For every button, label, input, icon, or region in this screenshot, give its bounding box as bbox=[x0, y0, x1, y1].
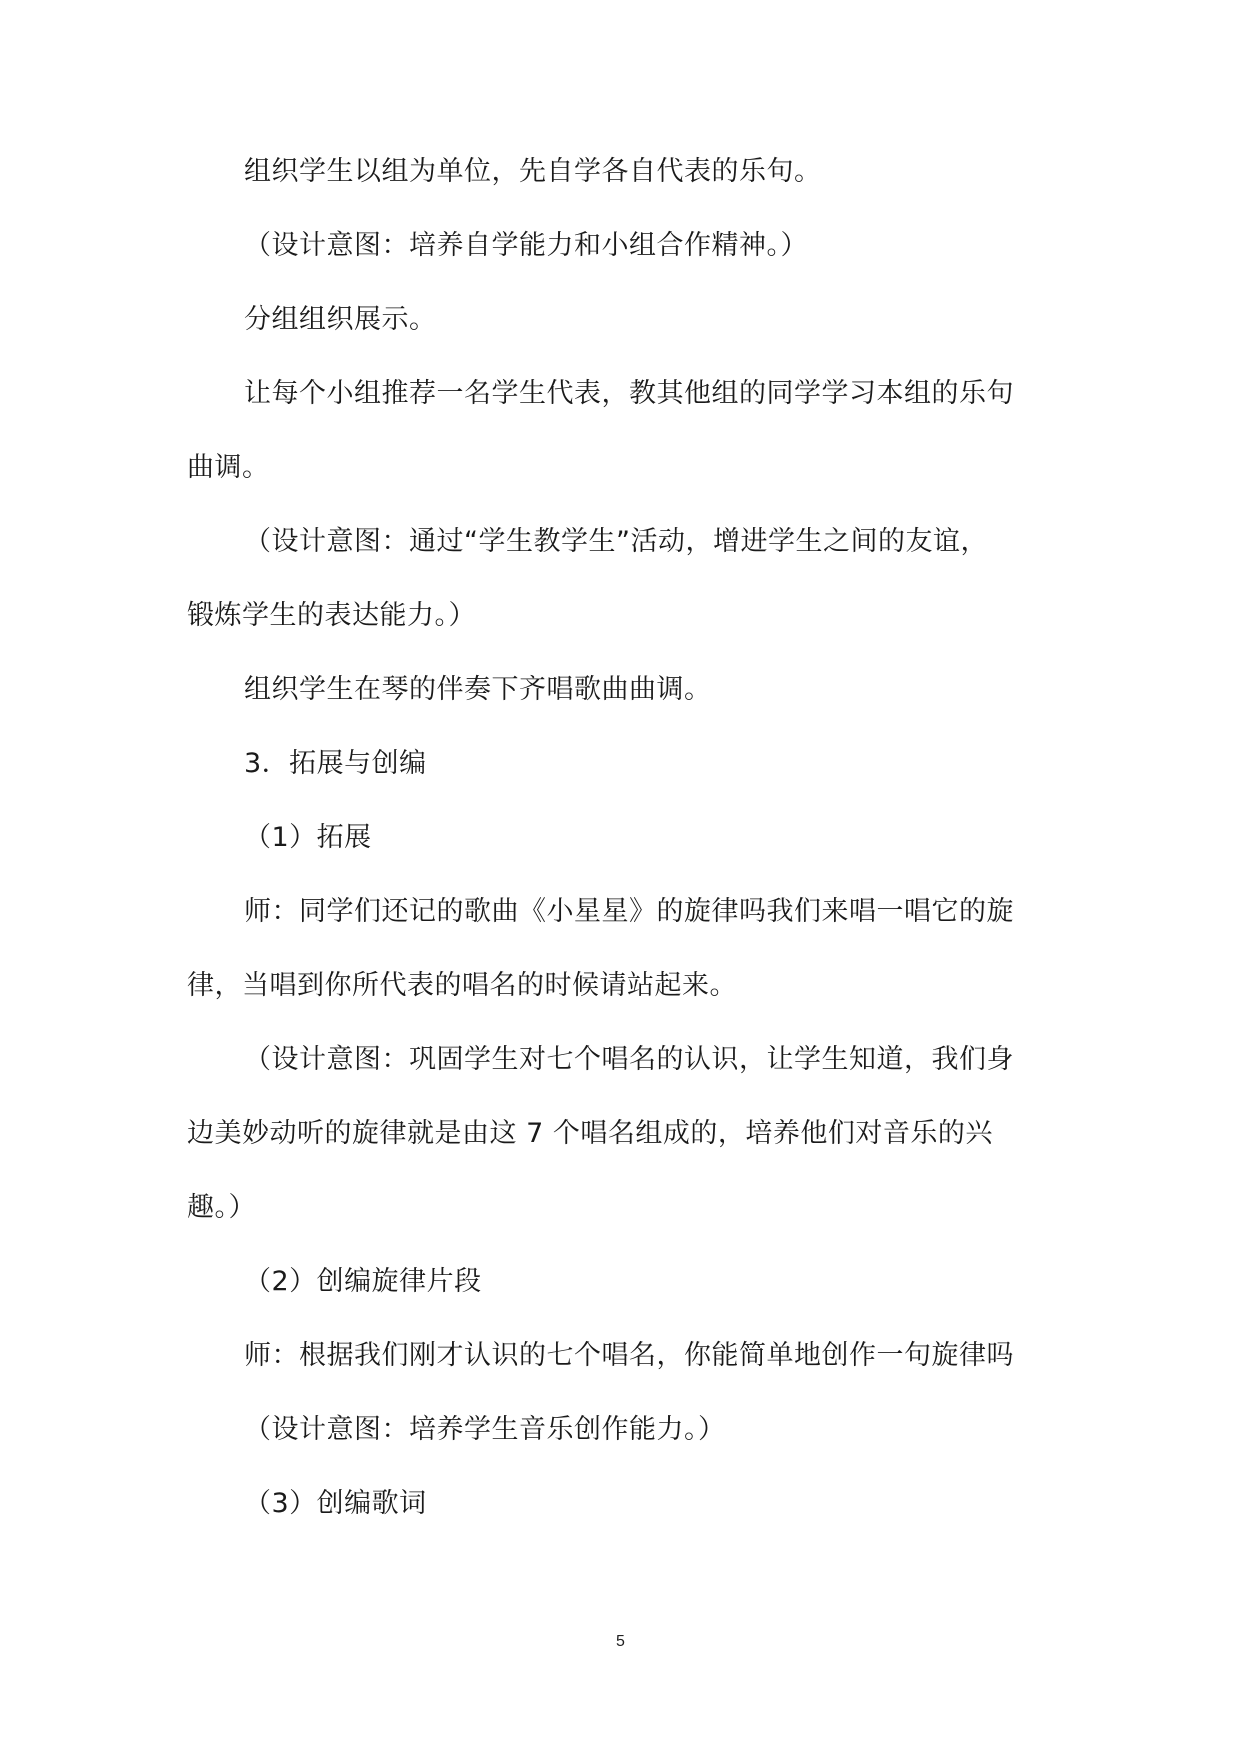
subsection-heading: （1）拓展 bbox=[244, 822, 372, 853]
paragraph-line: 组织学生以组为单位，先自学各自代表的乐句。 bbox=[244, 156, 822, 187]
paragraph-line: 让每个小组推荐一名学生代表，教其他组的同学学习本组的乐句 bbox=[244, 378, 1014, 409]
paragraph-continuation-line: 曲调。 bbox=[187, 452, 270, 483]
design-intent-line: （设计意图：培养学生音乐创作能力。） bbox=[244, 1414, 726, 1445]
design-intent-line: （设计意图：培养自学能力和小组合作精神。） bbox=[244, 230, 808, 261]
paragraph-continuation-line: 趣。） bbox=[187, 1192, 256, 1223]
paragraph-line: 师：根据我们刚才认识的七个唱名，你能简单地创作一句旋律吗 bbox=[244, 1340, 1014, 1371]
paragraph-line: 师：同学们还记的歌曲《小星星》的旋律吗我们来唱一唱它的旋 bbox=[244, 896, 1014, 927]
page-number: 5 bbox=[616, 1633, 625, 1650]
subsection-heading: （2）创编旋律片段 bbox=[244, 1266, 482, 1297]
design-intent-line: （设计意图：巩固学生对七个唱名的认识，让学生知道，我们身 bbox=[244, 1044, 1014, 1075]
paragraph-continuation-line: 锻炼学生的表达能力。） bbox=[187, 600, 476, 631]
subsection-heading: （3）创编歌词 bbox=[244, 1488, 427, 1519]
paragraph-line: 组织学生在琴的伴奏下齐唱歌曲曲调。 bbox=[244, 674, 712, 705]
paragraph-continuation-line: 律，当唱到你所代表的唱名的时候请站起来。 bbox=[187, 970, 737, 1001]
section-heading: 3．拓展与创编 bbox=[244, 748, 427, 779]
paragraph-continuation-line: 边美妙动听的旋律就是由这 7 个唱名组成的，培养他们对音乐的兴 bbox=[187, 1118, 993, 1149]
design-intent-line: （设计意图：通过“学生教学生”活动，增进学生之间的友谊， bbox=[244, 526, 988, 557]
paragraph-line: 分组组织展示。 bbox=[244, 304, 437, 335]
